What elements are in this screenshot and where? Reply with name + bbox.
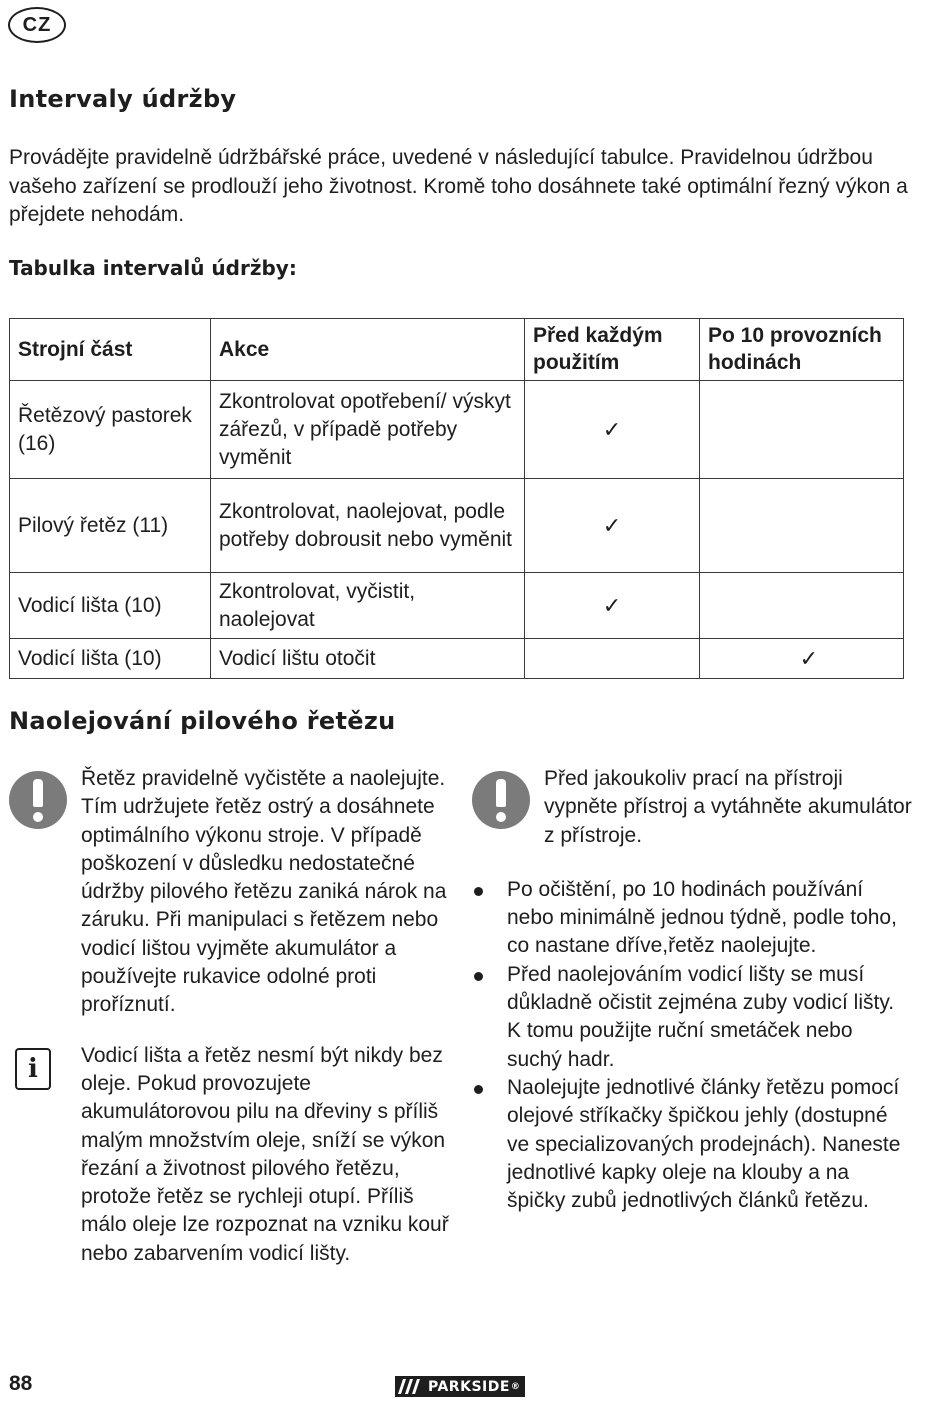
brand-slashes-icon: [395, 1376, 423, 1397]
cell-part: Pilový řetěz (11): [10, 479, 211, 573]
bullet-icon: [474, 972, 483, 981]
cell-action: Zkontrolovat, vyčistit, naolejovat: [211, 573, 525, 639]
header-part: Strojní část: [10, 319, 211, 381]
maintenance-table: [9, 318, 904, 679]
warning-note: [472, 765, 912, 850]
warning-exclamation-icon: [9, 771, 67, 829]
left-column: [9, 765, 449, 1290]
check-icon: ✓: [525, 479, 700, 573]
section-title-oiling: Naolejování pilového řetězu: [9, 707, 396, 735]
info-note: [9, 1042, 449, 1268]
bullet-icon: [474, 1085, 483, 1094]
list-item: Naolejujte jednotlivé články řetězu pomocí olejové stříkačky špičkou jehly (dostupné ve specializovaných prodejnách). Naneste jednotlivé kapky oleje na klouby a na špičky zubů jednotlivých článků řetězu.: [472, 1074, 912, 1215]
table-row: [10, 381, 904, 479]
right-column: [472, 765, 912, 1215]
bullet-icon: [474, 887, 483, 896]
table-row: [10, 639, 904, 679]
header-before-use: Před každým použitím: [525, 319, 700, 381]
cell-action: Vodicí lištu otočit: [211, 639, 525, 679]
parkside-logo: [395, 1376, 525, 1397]
list-item: Po očištění, po 10 hodinách používání nebo minimálně jednou týdně, podle toho, co nastane dříve,řetěz naolejujte.: [472, 876, 912, 961]
language-code: CZ: [22, 13, 52, 36]
header-action: Akce: [211, 319, 525, 381]
warning-note: [9, 765, 449, 1020]
list-item: Před naolejováním vodicí lišty se musí důkladně očistit zejména zuby vodicí lišty. K tomu použijte ruční smetáček nebo suchý hadr.: [472, 961, 912, 1074]
page-number: 88: [9, 1372, 33, 1395]
cell-empty: [700, 479, 904, 573]
warning-exclamation-icon: [472, 771, 530, 829]
header-after-10h: Po 10 provozních hodinách: [700, 319, 904, 381]
cell-action: Zkontrolovat opotřebení/ výskyt zářezů, v případě potřeby vyměnit: [211, 381, 525, 479]
cell-part: Vodicí lišta (10): [10, 573, 211, 639]
cell-empty: [525, 639, 700, 679]
table-row: [10, 479, 904, 573]
cell-part: Řetězový pastorek (16): [10, 381, 211, 479]
check-icon: ✓: [525, 381, 700, 479]
check-icon: ✓: [525, 573, 700, 639]
info-text: Vodicí lišta a řetěz nesmí být nikdy bez oleje. Pokud provozujete akumulátorovou pilu na dřeviny s příliš malým množstvím oleje, sníží se výkon řezání a životnost pilového řetězu, protože řetěz se rychleji otupí. Příliš málo oleje lze rozpoznat na vzniku kouř nebo zabarvením vodicí lišty.: [81, 1043, 449, 1265]
table-header-row: [10, 319, 904, 381]
warning-text: Před jakoukoliv prací na přístroji vypněte přístroj a vytáhněte akumulátor z přístroje.: [544, 767, 912, 847]
cell-action: Zkontrolovat, naolejovat, podle potřeby dobrousit nebo vyměnit: [211, 479, 525, 573]
cell-part: Vodicí lišta (10): [10, 639, 211, 679]
language-badge: [8, 7, 66, 43]
brand-name: PARKSIDE ®: [423, 1376, 525, 1397]
cell-empty: [700, 381, 904, 479]
section-title-intervals: Intervaly údržby: [9, 85, 237, 113]
info-icon: i: [15, 1048, 51, 1090]
oiling-steps-list: [472, 876, 912, 1216]
cell-empty: [700, 573, 904, 639]
intro-paragraph: Provádějte pravidelně údržbářské práce, uvedené v následující tabulce. Pravidelnou údržbou vašeho zařízení se prodlouží jeho životnost. Kromě toho dosáhnete také optimální řezný výkon a přejdete nehodám.: [9, 146, 908, 226]
table-row: [10, 573, 904, 639]
warning-text: Řetěz pravidelně vyčistěte a naolejujte. Tím udržujete řetěz ostrý a dosáhnete optimálního výkonu stroje. V případě poškození v důsledku nedostatečné údržby pilového řetězu zaniká nárok na záruku. Při manipulaci s řetězem nebo vodicí lištou vyjměte akumulátor a používejte rukavice odolné proti proříznutí.: [81, 767, 447, 1017]
check-icon: ✓: [700, 639, 904, 679]
table-title: Tabulka intervalů údržby:: [9, 256, 297, 280]
